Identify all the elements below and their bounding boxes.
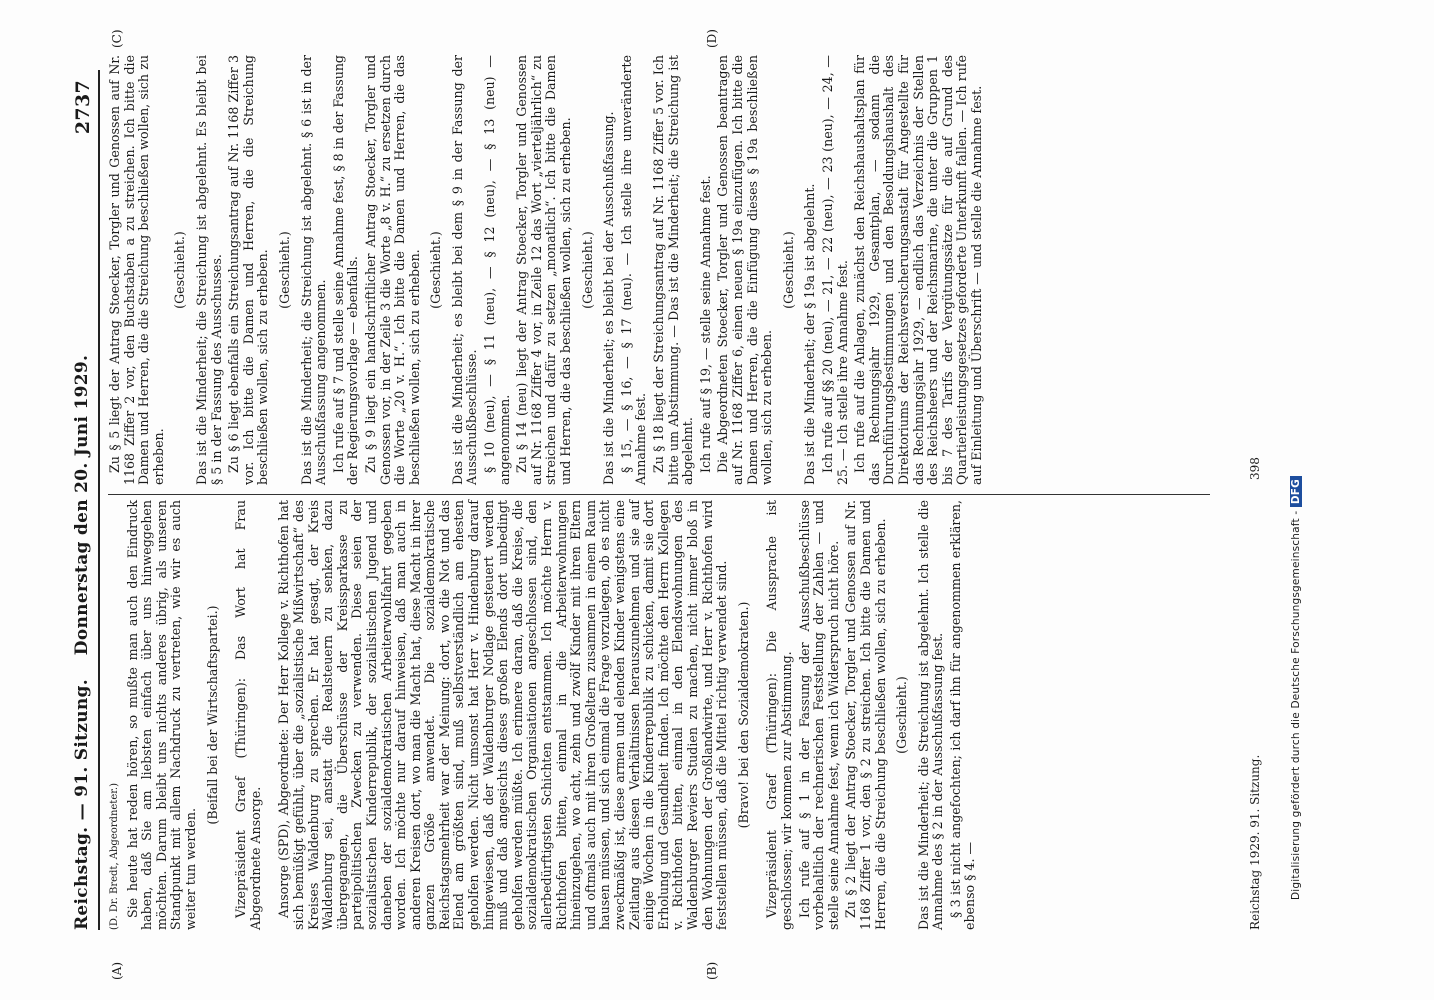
header-date: Donnerstag den 20. Juni 1929.	[72, 354, 92, 656]
header-left: Reichstag. — 91. Sitzung.	[72, 679, 92, 930]
footer-left: Reichstag 1929. 91. Sitzung.	[1248, 754, 1262, 930]
paragraph: Ich rufe auf § 7 und stelle seine Annahme fest, § 8 in der Fassung der Regierungsvorlage — ebenfalls.	[330, 55, 361, 485]
paragraph: Ansorge (SPD), Abgeordnete: Der Herr Kollege v. Richthofen hat sich bemüßigt gefühlt, über die „sozialistische Mißwirtschaft“ des Kreises Waldenburg zu sprechen. Er hat gesagt, der Kreis Waldenburg sei, anstatt die Realsteuern zu senken, dazu übergegangen, die Überschüsse der Kreissparkasse zu parteipolitischen Zwecken zu verwenden. Diese seien der sozialistischen Kinderrepublik, der sozialistischen Jugend und daneben der sozialdemokratischen Arbeiterwohlfahrt gegeben worden. Ich möchte nur darauf hinweisen, daß man auch in anderen Kreisen dort, wo man die Macht hat, diese Macht in ihrer ganzen Größe anwendet. Die sozialdemokratische Reichstagsmehrheit war der Meinung: dort, wo die Not und das Elend am größten sind, muß selbstverständlich am ehesten geholfen werden. Nicht umsonst hat Herr v. Hindenburg darauf hingewiesen, daß der Waldenburger Notlage gesteuert werden muß und daß angesichts dieses großen Elends dort unbedingt geholfen werden müßte. Ich erinnere daran, daß die Kreise, die sozialdemokratischen Organisationen angeschlossen sind, den allerbedürftigsten Schichten entstammen. Ich möchte Herrn v. Richthofen bitten, einmal in die Arbeiterwohnungen hineinzugehen, wo acht, zehn und zwölf Kinder mit ihren Eltern und oftmals auch mit ihren Großeltern zusammen in einem Raum hausen müssen, und sich einmal die Frage vorzulegen, ob es nicht zweckmäßig ist, diese armen und elenden Kinder wenigstens eine Zeitlang aus diesen Verhältnissen herauszunehmen und sie auf einige Wochen in die Kinderrepublik zu schicken, damit sie dort Erholung und Gesundheit finden. Ich möchte den Herrn Kollegen v. Richthofen bitten, einmal in den Elendswohnungen des Waldenburger Reviers Studien zu machen, nicht immer bloß in den Wohnungen der Großlandwirte, und Herr v. Richthofen wird feststellen müssen, daß die Mittel richtig verwendet sind.	[276, 500, 730, 930]
paragraph: Ich rufe auf §§ 20 (neu), — 21, — 22 (neu), — 23 (neu), — 24, — 25. — Ich stelle ihre Annahme fest.	[819, 55, 850, 485]
paragraph: Zu § 9 liegt ein handschriftlicher Antrag Stoecker, Torgler und Genossen vor, in der Zeile 3 die Worte „8 v. H.“ zu ersetzen durch die Worte „20 v. H.“. Ich bitte die Damen und Herren, die das beschließen wollen, sich zu erheben.	[362, 55, 422, 485]
dfg-logo: DFG	[1290, 476, 1302, 507]
paragraph: § 15, — § 16, — § 17 (neu). — Ich stelle ihre unveränderte Annahme fest.	[618, 55, 649, 485]
paragraph: Ich rufe auf die Anlagen, zunächst den Reichshaushaltsplan für das Rechnungsjahr 1929, Gesamtplan, — sodann die Durchführungsbestimmungen und den Besoldungshaushalt des Direktoriums der Reichsversicherungsanstalt für Angestellte für das Rechnungsjahr 1929, — endlich das Verzeichnis der Stellen des Reichsheers und der Reichsmarine, die unter die Gruppen 1 bis 7 des Tarifs der Vergütungssätze für die auf Grund des Quartierleistungsgesetzes geforderte Unterkunft fallen. — Ich rufe auf Einleitung und Überschrift — und stelle die Annahme fest.	[852, 55, 984, 485]
header-rule	[98, 70, 100, 930]
paragraph: Das ist die Minderheit; der § 19a ist abgelehnt.	[802, 183, 818, 485]
dfg-credit-text: Digitalisierung gefördert durch die Deutsche Forschungsgemeinschaft -	[1290, 510, 1302, 900]
paragraph: Sie heute hat reden hören, so mußte man auch den Eindruck haben, daß Sie am liebsten einfach über uns hinweggehen möchten. Darum bleibt uns nichts anderes übrig, als unseren Standpunkt mit allem Nachdruck zu vertreten, wie wir es auch weiter tun werden.	[124, 500, 198, 930]
margin-marker-b: (B)	[705, 961, 719, 980]
interjection: (Geschieht.)	[276, 231, 292, 309]
interjection: (Beifall bei der Wirtschaftspartei.)	[204, 605, 220, 825]
page-number: 2737	[72, 80, 94, 135]
paragraph: Zu § 2 liegt der Antrag Stoecker, Torgler und Genossen auf Nr. 1168 Ziffer 1 vor, den § 2 zu streichen. Ich bitte die Damen und Herren, die die Streichung beschließen wollen, sich zu erheben.	[843, 500, 888, 930]
paragraph: Ich rufe auf § 1 in der Fassung der Ausschußbeschlüsse vorbehaltlich der rechnerischen Feststellung der Zahlen — und stelle seine Annahme fest, wenn ich Widerspruch nicht höre.	[796, 500, 841, 930]
interjection: (Geschieht.)	[579, 231, 595, 309]
footer-page-ref: 398	[1248, 457, 1262, 480]
interjection: (Geschieht.)	[780, 231, 796, 309]
speaker-continuation: (D. Dr. Bredt, Abgeordneter.)	[109, 782, 120, 930]
paragraph: Das ist die Minderheit; die Streichung ist abgelehnt. Ich stelle die Annahme des § 2 in der Ausschußfassung fest.	[915, 500, 946, 930]
dfg-credit	[1290, 476, 1302, 900]
paragraph: Vizepräsident Graef (Thüringen): Die Aussprache ist geschlossen; wir kommen zur Abstimmung.	[764, 500, 794, 930]
margin-marker-a: (A)	[110, 961, 124, 980]
margin-marker-d: (D)	[705, 29, 719, 48]
paragraph: § 3 ist nicht angefochten; ich darf ihn für angenommen erklären, ebenso § 4. —	[947, 500, 978, 930]
interjection: (Geschieht.)	[172, 231, 188, 309]
left-column	[108, 500, 1260, 930]
paragraph: § 10 (neu), — § 11 (neu), — § 12 (neu), — § 13 (neu) — angenommen.	[482, 55, 512, 485]
column-divider	[108, 494, 1210, 495]
interjection: (Bravo! bei den Sozialdemokraten.)	[735, 601, 751, 829]
page-header	[72, 80, 100, 930]
paragraph: Zu § 14 (neu) liegt der Antrag Stoecker, Torgler und Genossen auf Nr. 1168 Ziffer 4 vor, in Zeile 12 das Wort „vierteljährlich“ zu streichen und dafür zu setzen „monatlich“. Ich bitte die Damen und Herren, die das beschließen wollen, sich zu erheben.	[514, 55, 574, 485]
paragraph: Das ist die Minderheit; die Streichung ist abgelehnt. Es bleibt bei § 5 in der Fassung des Ausschusses.	[193, 55, 224, 485]
right-column	[108, 55, 1260, 485]
margin-marker-c: (C)	[110, 29, 124, 48]
paragraph: Zu § 5 liegt der Antrag Stoecker, Torgler und Genossen auf Nr. 1168 Ziffer 2 vor, den Buchstaben a zu streichen. Ich bitte die Damen und Herren, die die Streichung beschließen wollen, sich zu erheben.	[107, 55, 166, 485]
interjection: (Geschieht.)	[428, 231, 444, 309]
paragraph: Ich rufe auf § 19, — stelle seine Annahme fest.	[697, 175, 713, 473]
paragraph: Zu § 18 liegt der Streichungsantrag auf Nr. 1168 Ziffer 5 vor. Ich bitte um Abstimmung. — Das ist die Minderheit; die Streichung ist abgelehnt.	[651, 55, 696, 485]
paragraph: Das ist die Minderheit; es bleibt bei dem § 9 in der Fassung der Ausschußbeschlüsse.	[449, 55, 480, 485]
interjection: (Geschieht.)	[894, 676, 910, 754]
paragraph: Die Abgeordneten Stoecker, Torgler und Genossen beantragen auf Nr. 1168 Ziffer 6, einen neuen § 19a einzufügen. Ich bitte die Damen und Herren, die die Einfügung dieses § 19a beschließen wollen, sich zu erheben.	[715, 55, 775, 485]
paragraph: Zu § 6 liegt ebenfalls ein Streichungsantrag auf Nr. 1168 Ziffer 3 vor. Ich bitte die Damen und Herren, die die Streichung beschließen wollen, sich zu erheben.	[226, 55, 271, 485]
paragraph: Vizepräsident Graef (Thüringen): Das Wort hat Frau Abgeordnete Ansorge.	[233, 500, 263, 930]
paragraph: Das ist die Minderheit; es bleibt bei der Ausschußfassung.	[601, 111, 617, 485]
paragraph: Das ist die Minderheit; die Streichung ist abgelehnt. § 6 ist in der Ausschußfassung angenommen.	[298, 55, 329, 485]
